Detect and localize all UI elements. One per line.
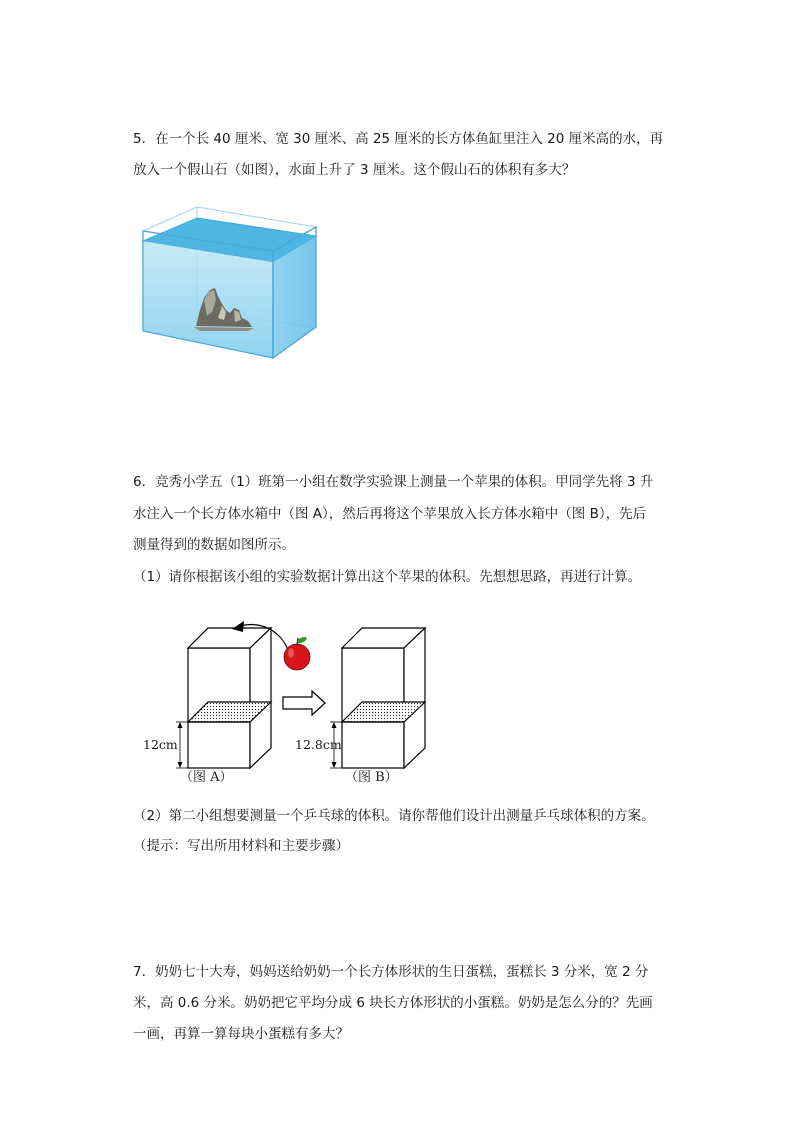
q7-text-line1: 7．奶奶七十大寿，妈妈送给奶奶一个长方体形状的生日蛋糕，蛋糕长 3 分米，宽 2 分: [133, 964, 649, 980]
figure-b-caption: （图 B）: [345, 770, 398, 785]
q6-text-line3: 测量得到的数据如图所示。: [133, 537, 295, 553]
fish-tank-figure: [138, 200, 328, 365]
q6-hint: （提示：写出所用材料和主要步骤）: [133, 838, 349, 854]
q6-text-line1: 6．竞秀小学五（1）班第一小组在数学实验课上测量一个苹果的体积。甲同学先将 3 升: [133, 474, 654, 490]
tank-a: [176, 628, 271, 768]
q7-text-line3: 一画，再算一算每块小蛋糕有多大？: [133, 1026, 349, 1042]
q6-sub2: （2）第二小组想要测量一个乒乓球的体积。请你帮他们设计出测量乒乓球体积的方案。: [133, 808, 655, 824]
q7-text-line2: 米，高 0.6 分米。奶奶把它平均分成 6 块长方体形状的小蛋糕。奶奶是怎么分的？先画: [133, 995, 653, 1011]
tank-b-water-height: 12.8cm: [295, 737, 342, 752]
q6-text-line2: 水注入一个长方体水箱中（图 A），然后再将这个苹果放入长方体水箱中（图 B），先后: [133, 506, 647, 522]
tank-a-water-height: 12cm: [143, 737, 178, 752]
figure-a-caption: （图 A）: [180, 770, 233, 785]
q5-text-line2: 放入一个假山石（如图），水面上升了 3 厘米。这个假山石的体积有多大？: [133, 162, 576, 178]
apple-icon: [284, 636, 310, 670]
tank-b: [330, 628, 425, 768]
q6-sub1: （1）请你根据该小组的实验数据计算出这个苹果的体积。先想想思路，再进行计算。: [133, 569, 642, 585]
q5-text-line1: 5．在一个长 40 厘米、宽 30 厘米、高 25 厘米的长方体鱼缸里注入 20 厘米高的水，再: [133, 131, 664, 147]
